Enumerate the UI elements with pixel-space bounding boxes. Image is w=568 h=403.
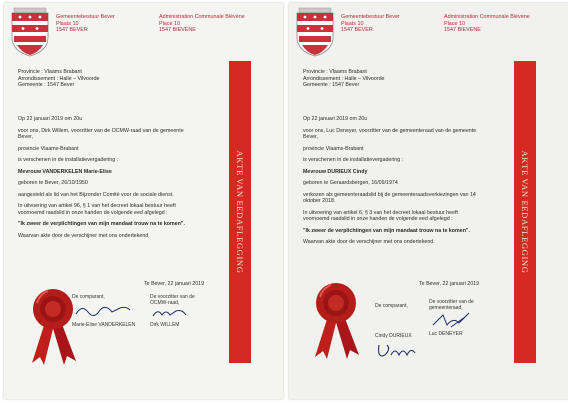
role-line-cont: oktober 2018. <box>303 198 336 204</box>
oath-text: "Ik zweer de verplichtingen van mijn mandaat trouw na te komen". <box>18 221 185 227</box>
person-name: Mevrouw DURIEUX Cindy <box>303 168 368 175</box>
place-date <box>419 281 514 288</box>
signature-comparant <box>375 303 419 365</box>
person-name: Mevrouw VANDERKELEN Marie-Elise <box>18 168 112 175</box>
chair-line-cont: Bever, <box>18 134 34 140</box>
province-line: Provincie : Vlaams Brabant <box>303 69 367 75</box>
role-line: aangesteld als lid van het Bijzonder Comité voor de sociale dienst. <box>18 191 174 198</box>
oath-text: "Ik zweer de verplichtingen van mijn mandaat trouw na te komen". <box>303 227 470 234</box>
legal-line: In uitvoering van artikel 96, § 1 van het decreet lokaal bestuur heeft <box>18 203 176 209</box>
signature-label: De voorzitter van de <box>429 299 474 305</box>
header-french-address <box>159 14 245 34</box>
place-date <box>144 281 234 288</box>
signature-label-cont: gemeenteraad, <box>429 305 463 311</box>
chair-line: voor ons, Dirk Willem, voorzitter van de OCMW-raad van de gemeente <box>18 127 184 134</box>
signature-comparant <box>72 294 135 328</box>
place-date-text: Te Bever, 22 januari 2019 <box>419 281 480 287</box>
municipal-crest-icon <box>293 7 337 57</box>
header-french-address <box>444 14 530 34</box>
appeared-line: is verschenen in de installatievergadering : <box>18 157 119 163</box>
chair-line: voor ons, Luc Deneyer, voorzitter van de gemeenteraad van de gemeente <box>303 127 477 134</box>
municipal-crest-icon <box>8 7 52 57</box>
header-dutch-address <box>341 14 400 34</box>
header-line: Gemeentebestuur Bever <box>56 14 115 20</box>
side-title: AKTE VAN EEDAFLEGGING <box>520 150 530 274</box>
chair-line-cont: Bever, <box>303 134 319 140</box>
municipality-line: Gemeente : 1547 Bever <box>303 82 360 88</box>
address-block <box>303 69 508 89</box>
signature-spacer <box>375 309 419 333</box>
handwritten-signature-icon <box>429 311 479 329</box>
signature-name: Cindy DURIEUX <box>375 333 412 339</box>
header-line: 1547 BEVER <box>56 27 88 34</box>
header-line: Plaats 10 <box>341 20 364 27</box>
header-line: Place 10 <box>444 20 465 27</box>
province-text: provincie Vlaams-Brabant <box>18 145 79 152</box>
wax-seal-icon <box>307 279 367 361</box>
header-dutch-address <box>56 14 115 34</box>
closing-line: Waarvan akte door de verschijner met ons ondertekend. <box>18 232 150 239</box>
birth-line: geboren te Bever, 26/10/1950 <box>18 180 88 186</box>
header-line: Place 10 <box>159 20 180 27</box>
red-side-band <box>514 61 536 363</box>
header-line: Administration Communale Biévène <box>444 14 530 20</box>
province-text: provincie Vlaams-Brabant <box>303 145 364 152</box>
header-line: Gemeentebestuur Bever <box>341 14 400 20</box>
certificate-body <box>303 116 508 246</box>
province-line: Provincie : Vlaams Brabant <box>18 69 82 75</box>
signature-label-cont: OCMW-raad, <box>150 300 180 306</box>
side-title: AKTE VAN EEDAFLEGGING <box>235 150 245 274</box>
certificate-body <box>18 116 223 239</box>
birth-line: geboren te Geraardsbergen, 16/09/1974 <box>303 180 398 186</box>
header-line: Plaats 10 <box>56 20 79 27</box>
signature-name: Luc DENEYER <box>429 331 463 337</box>
signature-chair <box>150 294 195 328</box>
header-line: Administration Communale Biévène <box>159 14 245 20</box>
place-date-text: Te Bever, 22 januari 2019 <box>144 281 205 287</box>
legal-line-cont: voornoemd raadslid in onze handen de volgende eed afgelegd : <box>303 216 453 222</box>
signature-label: De voorzitter van de <box>150 294 195 300</box>
date-line: Op 22 januari 2019 om 20u <box>303 116 368 122</box>
signature-chair <box>429 299 479 337</box>
legal-line-cont: voornoemd raadslid in onze handen de volgende eed afgelegd : <box>18 209 168 216</box>
district-line: Arrondissement : Halle – Vilvoorde <box>18 75 100 82</box>
signature-label: De comparant, <box>375 303 408 309</box>
header-line: 1547 BEVER <box>341 27 373 34</box>
handwritten-signature-icon <box>375 339 419 363</box>
signature-label: De comparant, <box>72 294 105 300</box>
header-line: 1547 BIEVENE <box>444 27 481 34</box>
signature-name: Dirk WILLEM <box>150 322 180 328</box>
oath-certificate-right <box>289 3 568 399</box>
signature-name: Marie-Elise VANDERKELEN <box>72 322 136 328</box>
header-line: 1547 BIEVENE <box>159 27 196 34</box>
oath-certificate-left <box>4 3 283 399</box>
appeared-line: is verschenen in de installatievergadering : <box>303 157 404 163</box>
date-line: Op 22 januari 2019 om 20u <box>18 116 83 122</box>
closing-line: Waarvan akte door de verschijner met ons ondertekend. <box>303 239 435 245</box>
district-line: Arrondissement : Halle – Vilvoorde <box>303 75 385 82</box>
handwritten-signature-icon <box>72 300 134 320</box>
red-side-band <box>229 61 251 363</box>
handwritten-signature-icon <box>150 306 190 320</box>
municipality-line: Gemeente : 1547 Bever <box>18 82 75 88</box>
legal-line: In uitvoering van artikel 6, § 3 van het decreet lokaal bestuur heeft <box>303 209 458 216</box>
role-line: verkozen als gemeenteraadslid bij de gemeenteraadsverkiezingen van 14 <box>303 191 476 198</box>
address-block <box>18 69 223 89</box>
